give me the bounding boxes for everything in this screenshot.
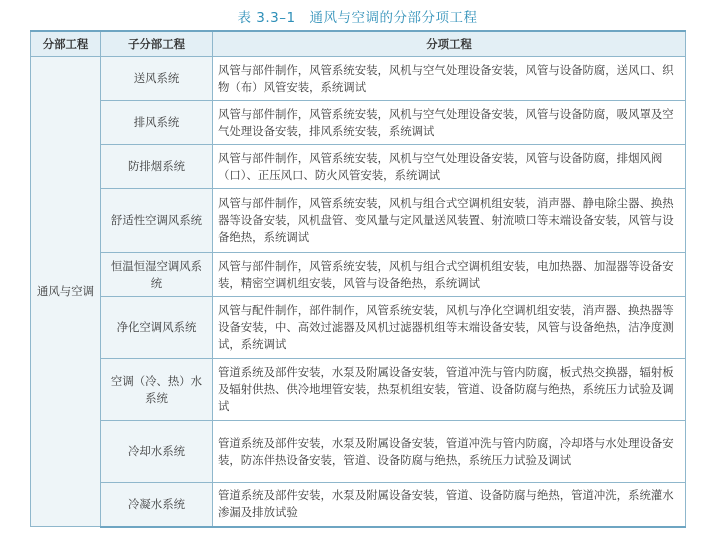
table-row — [31, 421, 686, 483]
sub-division-cell: 恒温恒湿空调风系统 — [101, 253, 213, 297]
table-title: 通风与空调的分部分项工程 — [309, 10, 478, 26]
items-cell: 管道系统及部件安装，水泵及附属设备安装，管道冲洗与管内防腐，板式热交换器，辐射板及辐射供热、供冷地埋管安装，热泵机组安装，管道、设备防腐与绝热，系统压力试验及调试 — [213, 359, 686, 421]
sub-division-cell: 空调（冷、热）水系统 — [101, 359, 213, 421]
table-row — [31, 145, 686, 189]
table-row — [31, 483, 686, 527]
table-header-row — [31, 31, 686, 57]
header-division: 分部工程 — [31, 31, 101, 57]
items-cell: 风管与部件制作，风管系统安装，风机与组合式空调机组安装，消声器、静电除尘器、换热器等设备安装，风机盘管、变风量与定风量送风装置、射流喷口等末端设备安装，风管与设备绝热，系统调试 — [213, 189, 686, 253]
items-cell: 风管与部件制作，风管系统安装，风机与空气处理设备安装，风管与设备防腐，吸风罩及空气处理设备安装，排风系统安装，系统调试 — [213, 101, 686, 145]
table-row — [31, 101, 686, 145]
items-cell: 风管与配件制作，部件制作，风管系统安装，风机与净化空调机组安装，消声器、换热器等设备安装，中、高效过滤器及风机过滤器机组等末端设备安装，风管与设备绝热，洁净度测试，系统调试 — [213, 297, 686, 359]
division-cell: 通风与空调 — [31, 57, 101, 527]
items-cell: 风管与部件制作，风管系统安装，风机与空气处理设备安装，风管与设备防腐，送风口、织物（布）风管安装，系统调试 — [213, 57, 686, 101]
items-cell: 管道系统及部件安装，水泵及附属设备安装，管道冲洗与管内防腐，冷却塔与水处理设备安装，防冻伴热设备安装，管道、设备防腐与绝热，系统压力试验及调试 — [213, 421, 686, 483]
table-caption — [0, 6, 715, 26]
table-row — [31, 297, 686, 359]
sub-division-cell: 冷凝水系统 — [101, 483, 213, 527]
sub-division-cell: 冷却水系统 — [101, 421, 213, 483]
table-row — [31, 189, 686, 253]
sub-division-cell: 防排烟系统 — [101, 145, 213, 189]
table-row — [31, 359, 686, 421]
table-number: 表 3.3–1 — [237, 10, 296, 26]
table-row — [31, 57, 686, 101]
items-cell: 风管与部件制作，风管系统安装，风机与空气处理设备安装，风管与设备防腐，排烟风阀（口）、正压风口、防火风管安装，系统调试 — [213, 145, 686, 189]
items-cell: 风管与部件制作，风管系统安装，风机与组合式空调机组安装，电加热器、加湿器等设备安装，精密空调机组安装，风管与设备绝热，系统调试 — [213, 253, 686, 297]
header-sub-division: 子分部工程 — [101, 31, 213, 57]
subdivision-table — [30, 30, 686, 528]
sub-division-cell: 净化空调风系统 — [101, 297, 213, 359]
table-row — [31, 253, 686, 297]
sub-division-cell: 排风系统 — [101, 101, 213, 145]
items-cell: 管道系统及部件安装，水泵及附属设备安装，管道、设备防腐与绝热，管道冲洗，系统灌水渗漏及排放试验 — [213, 483, 686, 527]
sub-division-cell: 送风系统 — [101, 57, 213, 101]
header-items: 分项工程 — [213, 31, 686, 57]
sub-division-cell: 舒适性空调风系统 — [101, 189, 213, 253]
